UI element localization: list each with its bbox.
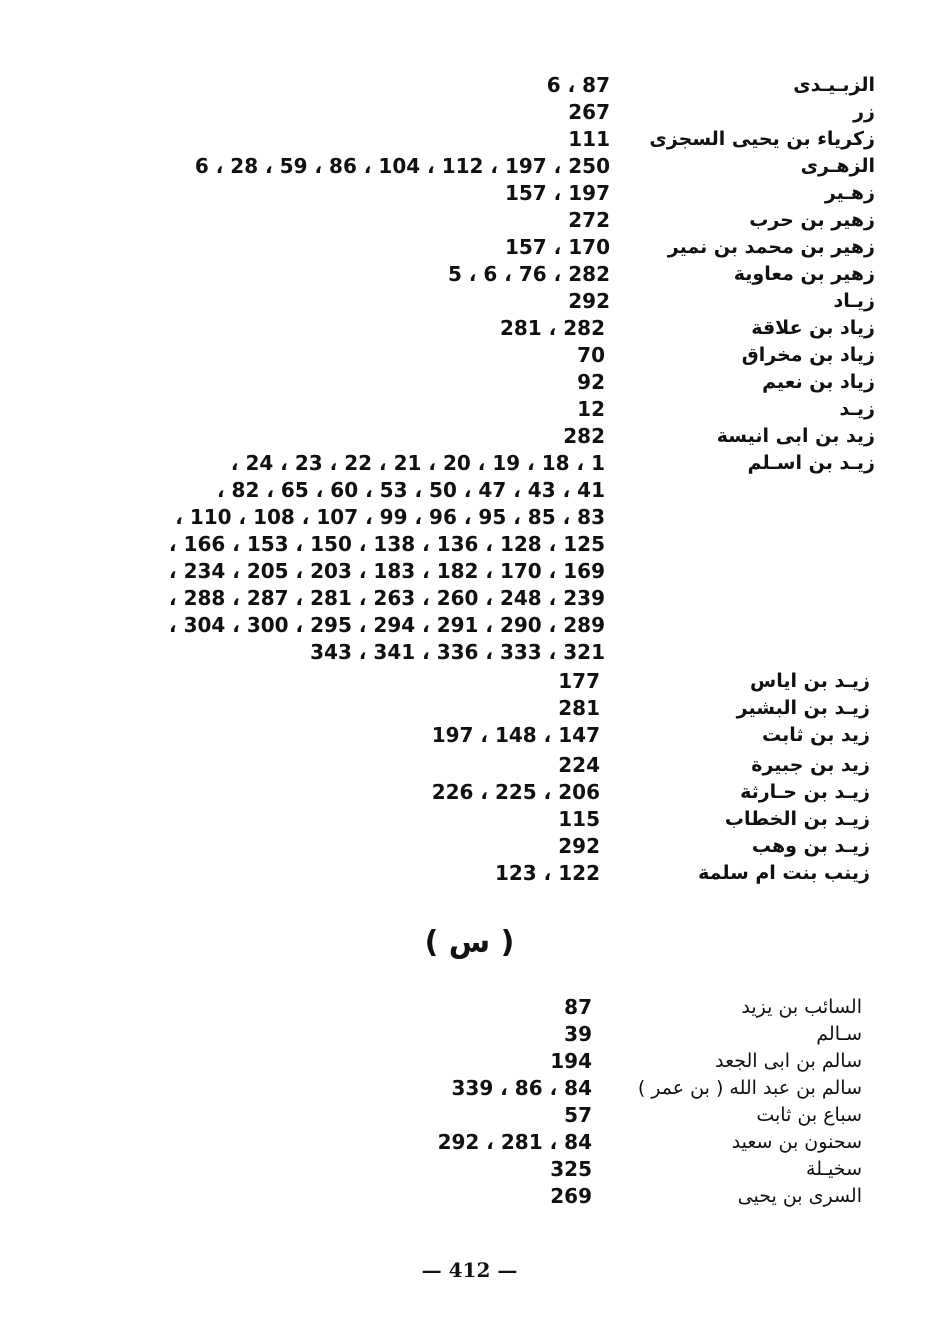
index-entry: [0, 234, 875, 261]
index-entry: [0, 1102, 862, 1129]
entry-pages: 57: [564, 1103, 592, 1127]
entry-pages: 321 ، 333 ، 336 ، 341 ، 343: [310, 640, 605, 664]
entry-pages: 87 ، 6: [546, 73, 610, 97]
entry-name: زكرياء بن يحيى السجزى: [649, 128, 875, 150]
entry-pages: 282 ، 281: [499, 316, 605, 340]
index-entry: [0, 342, 875, 369]
entry-pages: 83 ، 85 ، 95 ، 96 ، 99 ، 107 ، 108 ، 110 ،: [175, 505, 605, 529]
entry-pages: 267: [568, 100, 610, 124]
entry-name: زيـد: [839, 398, 875, 420]
entry-pages: 206 ، 225 ، 226: [431, 780, 600, 804]
entry-pages: 92: [577, 370, 605, 394]
index-entry: [0, 1156, 862, 1183]
entry-pages: 292: [558, 834, 600, 858]
index-entry: [0, 396, 875, 423]
entry-name: سحنون بن سعيد: [731, 1131, 862, 1153]
entry-name: السرى بن يحيى: [737, 1185, 862, 1207]
section-heading: ( س ): [424, 925, 515, 960]
entry-pages: 41 ، 43 ، 47 ، 50 ، 53 ، 60 ، 65 ، 82 ،: [216, 478, 605, 502]
index-entry: [0, 806, 870, 833]
entry-name: سالم بن عبد الله ( بن عمر ): [637, 1077, 862, 1099]
index-entry: [0, 1129, 862, 1156]
entry-name: الزهـرى: [800, 155, 875, 177]
entry-pages: 70: [577, 343, 605, 367]
entry-name: زهير بن حرب: [749, 209, 875, 231]
index-entry-continuation: [0, 639, 875, 666]
entry-name: زينب بنت ام سلمة: [698, 862, 870, 884]
entry-pages: 87: [564, 995, 592, 1019]
entry-pages: 169 ، 170 ، 182 ، 183 ، 203 ، 205 ، 234 ،: [169, 559, 605, 583]
index-entry: [0, 695, 870, 722]
index-entry: [0, 315, 875, 342]
entry-pages: 1 ، 18 ، 19 ، 20 ، 21 ، 22 ، 23 ، 24 ،: [230, 451, 605, 475]
entry-name: زهـير: [824, 182, 875, 204]
entry-pages: 84 ، 281 ، 292: [437, 1130, 592, 1154]
entry-pages: 239 ، 248 ، 260 ، 263 ، 281 ، 287 ، 288 ،: [169, 586, 605, 610]
entry-name: زهير بن معاوية: [733, 263, 875, 285]
entry-pages: 147 ، 148 ، 197: [431, 723, 600, 747]
index-entry: [0, 99, 875, 126]
entry-pages: 122 ، 123: [494, 861, 600, 885]
index-entry: [0, 369, 875, 396]
entry-name: زيـد بن اياس: [749, 670, 870, 692]
entry-name: زهير بن محمد بن نمير: [667, 236, 875, 258]
index-entry: [0, 668, 870, 695]
entry-pages: 325: [550, 1157, 592, 1181]
entry-pages: 39: [564, 1022, 592, 1046]
entry-pages: 282 ، 76 ، 6 ، 5: [447, 262, 610, 286]
index-entry: [0, 779, 870, 806]
entry-name: زيد بن ثابت: [761, 724, 870, 746]
index-entry: [0, 1075, 862, 1102]
entry-name: السائب بن يزيد: [741, 996, 862, 1018]
entry-name: زيد بن ابى انيسة: [716, 425, 875, 447]
entry-name: زيـد بن وهب: [751, 835, 870, 857]
entry-name: زر: [853, 101, 875, 123]
entry-pages: 289 ، 290 ، 291 ، 294 ، 295 ، 300 ، 304 ،: [169, 613, 605, 637]
index-entry: [0, 994, 862, 1021]
entry-pages: 115: [558, 807, 600, 831]
entry-name: زيـد بن الخطاب: [724, 808, 870, 830]
entry-pages: 170 ، 157: [504, 235, 610, 259]
entry-name: زيـد بن البشير: [736, 697, 870, 719]
entry-name: سباع بن ثابت: [756, 1104, 862, 1126]
entry-pages: 250 ، 197 ، 112 ، 104 ، 86 ، 59 ، 28 ، 6: [194, 154, 610, 178]
index-entry-continuation: [0, 504, 875, 531]
page-number: — 412 —: [421, 1258, 518, 1282]
entry-pages: 272: [568, 208, 610, 232]
index-entry: [0, 261, 875, 288]
index-entry: [0, 153, 875, 180]
index-entry-continuation: [0, 477, 875, 504]
index-entry: [0, 1183, 862, 1210]
entry-name: زيـد بن حـارثة: [740, 781, 870, 803]
index-entry: [0, 423, 875, 450]
index-entry: [0, 288, 875, 315]
index-entry: [0, 833, 870, 860]
entry-pages: 292: [568, 289, 610, 313]
index-entry: [0, 72, 875, 99]
entry-name: زيد بن جبيرة: [751, 754, 870, 776]
entry-name: سخيـلة: [806, 1158, 862, 1180]
index-entry-continuation: [0, 612, 875, 639]
index-entry: [0, 752, 870, 779]
entry-pages: 84 ، 86 ، 339: [451, 1076, 592, 1100]
entry-name: الزبـيـدى: [793, 74, 875, 96]
entry-pages: 269: [550, 1184, 592, 1208]
entry-name: زيـد بن اسـلم: [747, 452, 875, 474]
entry-name: سـالم: [816, 1023, 862, 1045]
index-entry: [0, 860, 870, 887]
entry-pages: 282: [563, 424, 605, 448]
index-entry: [0, 1021, 862, 1048]
entry-name: زياد بن نعيم: [762, 371, 875, 393]
entry-name: زيـاد: [833, 290, 875, 312]
index-entry: [0, 180, 875, 207]
entry-pages: 125 ، 128 ، 136 ، 138 ، 150 ، 153 ، 166 ،: [169, 532, 605, 556]
index-entry: [0, 722, 870, 749]
entry-pages: 197 ، 157: [504, 181, 610, 205]
index-entry: [0, 1048, 862, 1075]
entry-pages: 194: [550, 1049, 592, 1073]
entry-pages: 224: [558, 753, 600, 777]
entry-name: زياد بن مخراق: [741, 344, 875, 366]
index-entry: [0, 126, 875, 153]
entry-name: سالم بن ابى الجعد: [715, 1050, 862, 1072]
index-entry-continuation: [0, 558, 875, 585]
index-entry: [0, 450, 875, 477]
entry-pages: 177: [558, 669, 600, 693]
entry-pages: 12: [577, 397, 605, 421]
index-entry: [0, 207, 875, 234]
index-entry-continuation: [0, 531, 875, 558]
entry-pages: 111: [568, 127, 610, 151]
entry-name: زياد بن علاقة: [751, 317, 875, 339]
index-entry-continuation: [0, 585, 875, 612]
entry-pages: 281: [558, 696, 600, 720]
